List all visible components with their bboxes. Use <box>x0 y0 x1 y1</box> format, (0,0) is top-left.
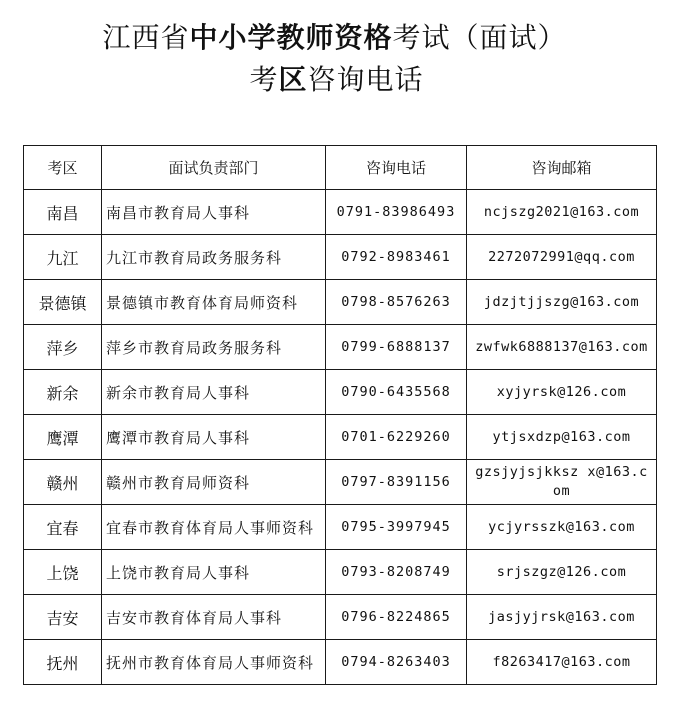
contact-table <box>23 145 657 685</box>
cell-region: 上饶 <box>24 550 102 595</box>
table-row <box>24 550 657 595</box>
cell-dept: 新余市教育局人事科 <box>102 370 326 415</box>
table-row <box>24 370 657 415</box>
table-row <box>24 235 657 280</box>
cell-email: ytjsxdzp@163.com <box>467 415 657 460</box>
cell-phone: 0793-8208749 <box>326 550 467 595</box>
table-body <box>24 190 657 685</box>
cell-dept: 九江市教育局政务服务科 <box>102 235 326 280</box>
cell-region: 南昌 <box>24 190 102 235</box>
title-prefix: 考 <box>249 63 279 96</box>
cell-phone: 0701-6229260 <box>326 415 467 460</box>
cell-email: gzsjyjsjkksz x@163.com <box>467 460 657 505</box>
table-row <box>24 505 657 550</box>
column-header-email: 咨询邮箱 <box>467 146 657 190</box>
table-row <box>24 595 657 640</box>
document-title-line-1 <box>0 20 673 56</box>
cell-email: srjszgz@126.com <box>467 550 657 595</box>
cell-region: 赣州 <box>24 460 102 505</box>
cell-phone: 0791-83986493 <box>326 190 467 235</box>
title-bold: 中小学教师资格 <box>189 21 393 54</box>
cell-dept: 赣州市教育局师资科 <box>102 460 326 505</box>
cell-email: jdzjtjjszg@163.com <box>467 280 657 325</box>
cell-dept: 抚州市教育体育局人事师资科 <box>102 640 326 685</box>
cell-region: 景德镇 <box>24 280 102 325</box>
cell-region: 九江 <box>24 235 102 280</box>
cell-dept: 吉安市教育体育局人事科 <box>102 595 326 640</box>
table-header-row <box>24 146 657 190</box>
cell-phone: 0790-6435568 <box>326 370 467 415</box>
cell-email: xyjyrsk@126.com <box>467 370 657 415</box>
cell-region: 萍乡 <box>24 325 102 370</box>
cell-email: 2272072991@qq.com <box>467 235 657 280</box>
cell-email: ncjszg2021@163.com <box>467 190 657 235</box>
cell-phone: 0794-8263403 <box>326 640 467 685</box>
cell-dept: 南昌市教育局人事科 <box>102 190 326 235</box>
cell-dept: 宜春市教育体育局人事师资科 <box>102 505 326 550</box>
table-row <box>24 640 657 685</box>
cell-phone: 0792-8983461 <box>326 235 467 280</box>
cell-dept: 鹰潭市教育局人事科 <box>102 415 326 460</box>
table-row <box>24 190 657 235</box>
cell-region: 抚州 <box>24 640 102 685</box>
column-header-dept: 面试负责部门 <box>102 146 326 190</box>
cell-region: 鹰潭 <box>24 415 102 460</box>
column-header-region: 考区 <box>24 146 102 190</box>
cell-email: ycjyrsszk@163.com <box>467 505 657 550</box>
cell-email: jasjyjrsk@163.com <box>467 595 657 640</box>
cell-phone: 0798-8576263 <box>326 280 467 325</box>
table-row <box>24 280 657 325</box>
cell-dept: 景德镇市教育体育局师资科 <box>102 280 326 325</box>
cell-phone: 0797-8391156 <box>326 460 467 505</box>
table-row <box>24 460 657 505</box>
cell-email: f8263417@163.com <box>467 640 657 685</box>
cell-phone: 0796-8224865 <box>326 595 467 640</box>
cell-dept: 上饶市教育局人事科 <box>102 550 326 595</box>
cell-region: 新余 <box>24 370 102 415</box>
document-title-line-2 <box>0 62 675 98</box>
table-row <box>24 325 657 370</box>
table-row <box>24 415 657 460</box>
title-prefix: 江西省 <box>102 21 190 54</box>
cell-region: 宜春 <box>24 505 102 550</box>
cell-phone: 0799-6888137 <box>326 325 467 370</box>
cell-dept: 萍乡市教育局政务服务科 <box>102 325 326 370</box>
title-suffix: 考试（面试） <box>392 21 567 54</box>
cell-email: zwfwk6888137@163.com <box>467 325 657 370</box>
cell-region: 吉安 <box>24 595 102 640</box>
title-bold: 区 <box>278 63 308 96</box>
column-header-phone: 咨询电话 <box>326 146 467 190</box>
cell-phone: 0795-3997945 <box>326 505 467 550</box>
title-suffix: 咨询电话 <box>307 63 424 96</box>
